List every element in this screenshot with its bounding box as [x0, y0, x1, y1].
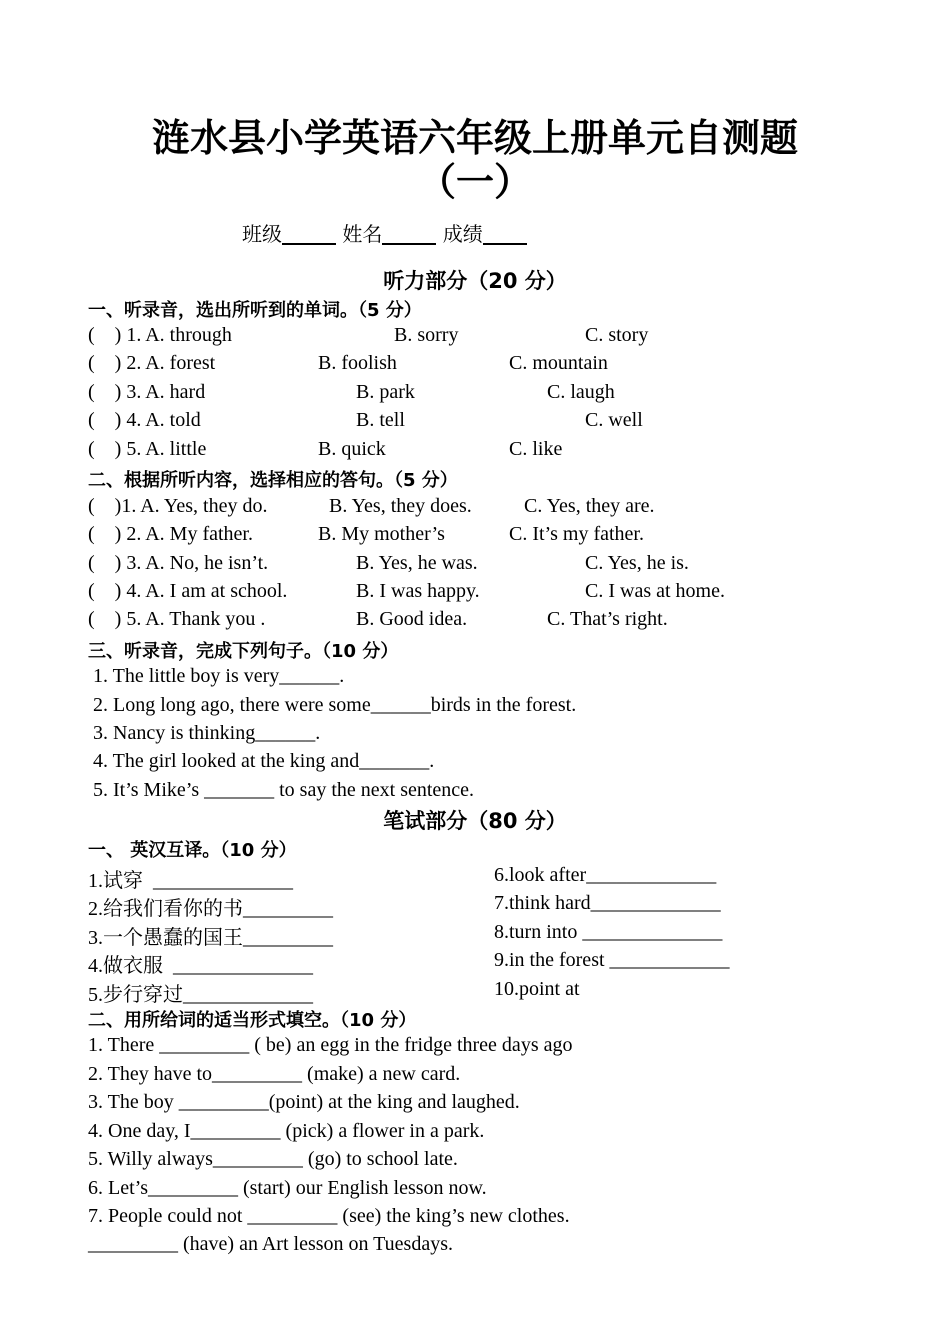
writing-heading: 笔试部分（80 分） — [383, 809, 567, 833]
listening-heading: 听力部分（20 分） — [383, 269, 567, 293]
option-b: B. Yes, he was. — [356, 552, 478, 574]
option-b: B. foolish — [318, 352, 397, 374]
list-item: 3.一个愚蠢的国王_________ — [88, 927, 333, 949]
option-c: C. Yes, they are. — [524, 495, 655, 517]
option-c: C. It’s my father. — [509, 523, 644, 545]
list-item: 4. The girl looked at the king and_______. — [88, 750, 435, 772]
list-item: ( ) 3. A. hard — [88, 381, 206, 403]
listening-part3-heading: 三、听录音，完成下列句子。（10 分） — [88, 641, 399, 662]
option-c: C. like — [509, 438, 563, 460]
option-c: C. laugh — [547, 381, 615, 403]
list-item: 5. Willy always_________ (go) to school late. — [88, 1148, 458, 1170]
student-info — [242, 218, 527, 247]
score-blank[interactable] — [483, 223, 527, 245]
class-label: 班级 — [242, 222, 282, 246]
list-item: _________ (have) an Art lesson on Tuesdays. — [88, 1233, 453, 1255]
option-c: C. mountain — [509, 352, 608, 374]
list-item: 6.look after_____________ — [494, 864, 717, 886]
list-item: 5. It’s Mike’s _______ to say the next sentence. — [88, 779, 475, 801]
list-item: 9.in the forest ____________ — [494, 949, 730, 971]
option-c: C. I was at home. — [585, 580, 725, 602]
list-item: 7.think hard_____________ — [494, 892, 721, 914]
option-b: B. quick — [318, 438, 386, 460]
option-b: B. Good idea. — [356, 608, 468, 630]
list-item: ( ) 4. A. I am at school. — [88, 580, 288, 602]
list-item: 1. The little boy is very______. — [88, 665, 345, 687]
name-label: 姓名 — [342, 222, 383, 246]
list-item: 3. Nancy is thinking______. — [88, 722, 321, 744]
writing-part1-heading: 一、 英汉互译。（10 分） — [88, 840, 297, 861]
list-item: 8.turn into ______________ — [494, 921, 723, 943]
option-c: C. well — [585, 409, 643, 431]
listening-part2-heading: 二、根据所听内容，选择相应的答句。（5 分） — [88, 470, 458, 491]
listening-part1-heading: 一、听录音，选出所听到的单词。（5 分） — [88, 300, 422, 321]
list-item: ( ) 2. A. forest — [88, 352, 216, 374]
list-item: 4.做衣服 ______________ — [88, 955, 313, 977]
option-b: B. Yes, they does. — [329, 495, 472, 517]
list-item: 2. They have to_________ (make) a new card. — [88, 1063, 461, 1085]
list-item: 10.point at — [494, 978, 580, 1000]
option-c: C. That’s right. — [547, 608, 668, 630]
list-item: ( ) 2. A. My father. — [88, 523, 253, 545]
list-item: 6. Let’s_________ (start) our English lesson now. — [88, 1177, 487, 1199]
name-blank[interactable] — [382, 223, 436, 245]
writing-part2-heading: 二、用所给词的适当形式填空。（10 分） — [88, 1010, 417, 1031]
list-item: 2.给我们看你的书_________ — [88, 898, 333, 920]
list-item: ( )1. A. Yes, they do. — [88, 495, 268, 517]
exam-title: 涟水县小学英语六年级上册单元自测题 — [151, 116, 798, 160]
exam-title-number: （一） — [417, 160, 532, 204]
list-item: ( ) 3. A. No, he isn’t. — [88, 552, 269, 574]
option-b: B. park — [356, 381, 415, 403]
option-c: C. Yes, he is. — [585, 552, 689, 574]
list-item: 5.步行穿过_____________ — [88, 984, 313, 1006]
option-b: B. My mother’s — [318, 523, 445, 545]
list-item: 3. The boy _________(point) at the king and laughed. — [88, 1091, 520, 1113]
option-c: C. story — [585, 324, 649, 346]
list-item: 7. People could not _________ (see) the king’s new clothes. — [88, 1205, 570, 1227]
option-b: B. tell — [356, 409, 405, 431]
list-item: 1.试穿 ______________ — [88, 870, 293, 892]
list-item: ( ) 1. A. through — [88, 324, 232, 346]
list-item: ( ) 4. A. told — [88, 409, 201, 431]
list-item: ( ) 5. A. Thank you . — [88, 608, 266, 630]
list-item: 1. There _________ ( be) an egg in the fridge three days ago — [88, 1034, 573, 1056]
option-b: B. sorry — [394, 324, 459, 346]
score-label: 成绩 — [442, 222, 483, 246]
list-item: ( ) 5. A. little — [88, 438, 207, 460]
class-blank[interactable] — [282, 223, 336, 245]
list-item: 4. One day, I_________ (pick) a flower in a park. — [88, 1120, 485, 1142]
option-b: B. I was happy. — [356, 580, 480, 602]
list-item: 2. Long long ago, there were some______birds in the forest. — [88, 694, 577, 716]
